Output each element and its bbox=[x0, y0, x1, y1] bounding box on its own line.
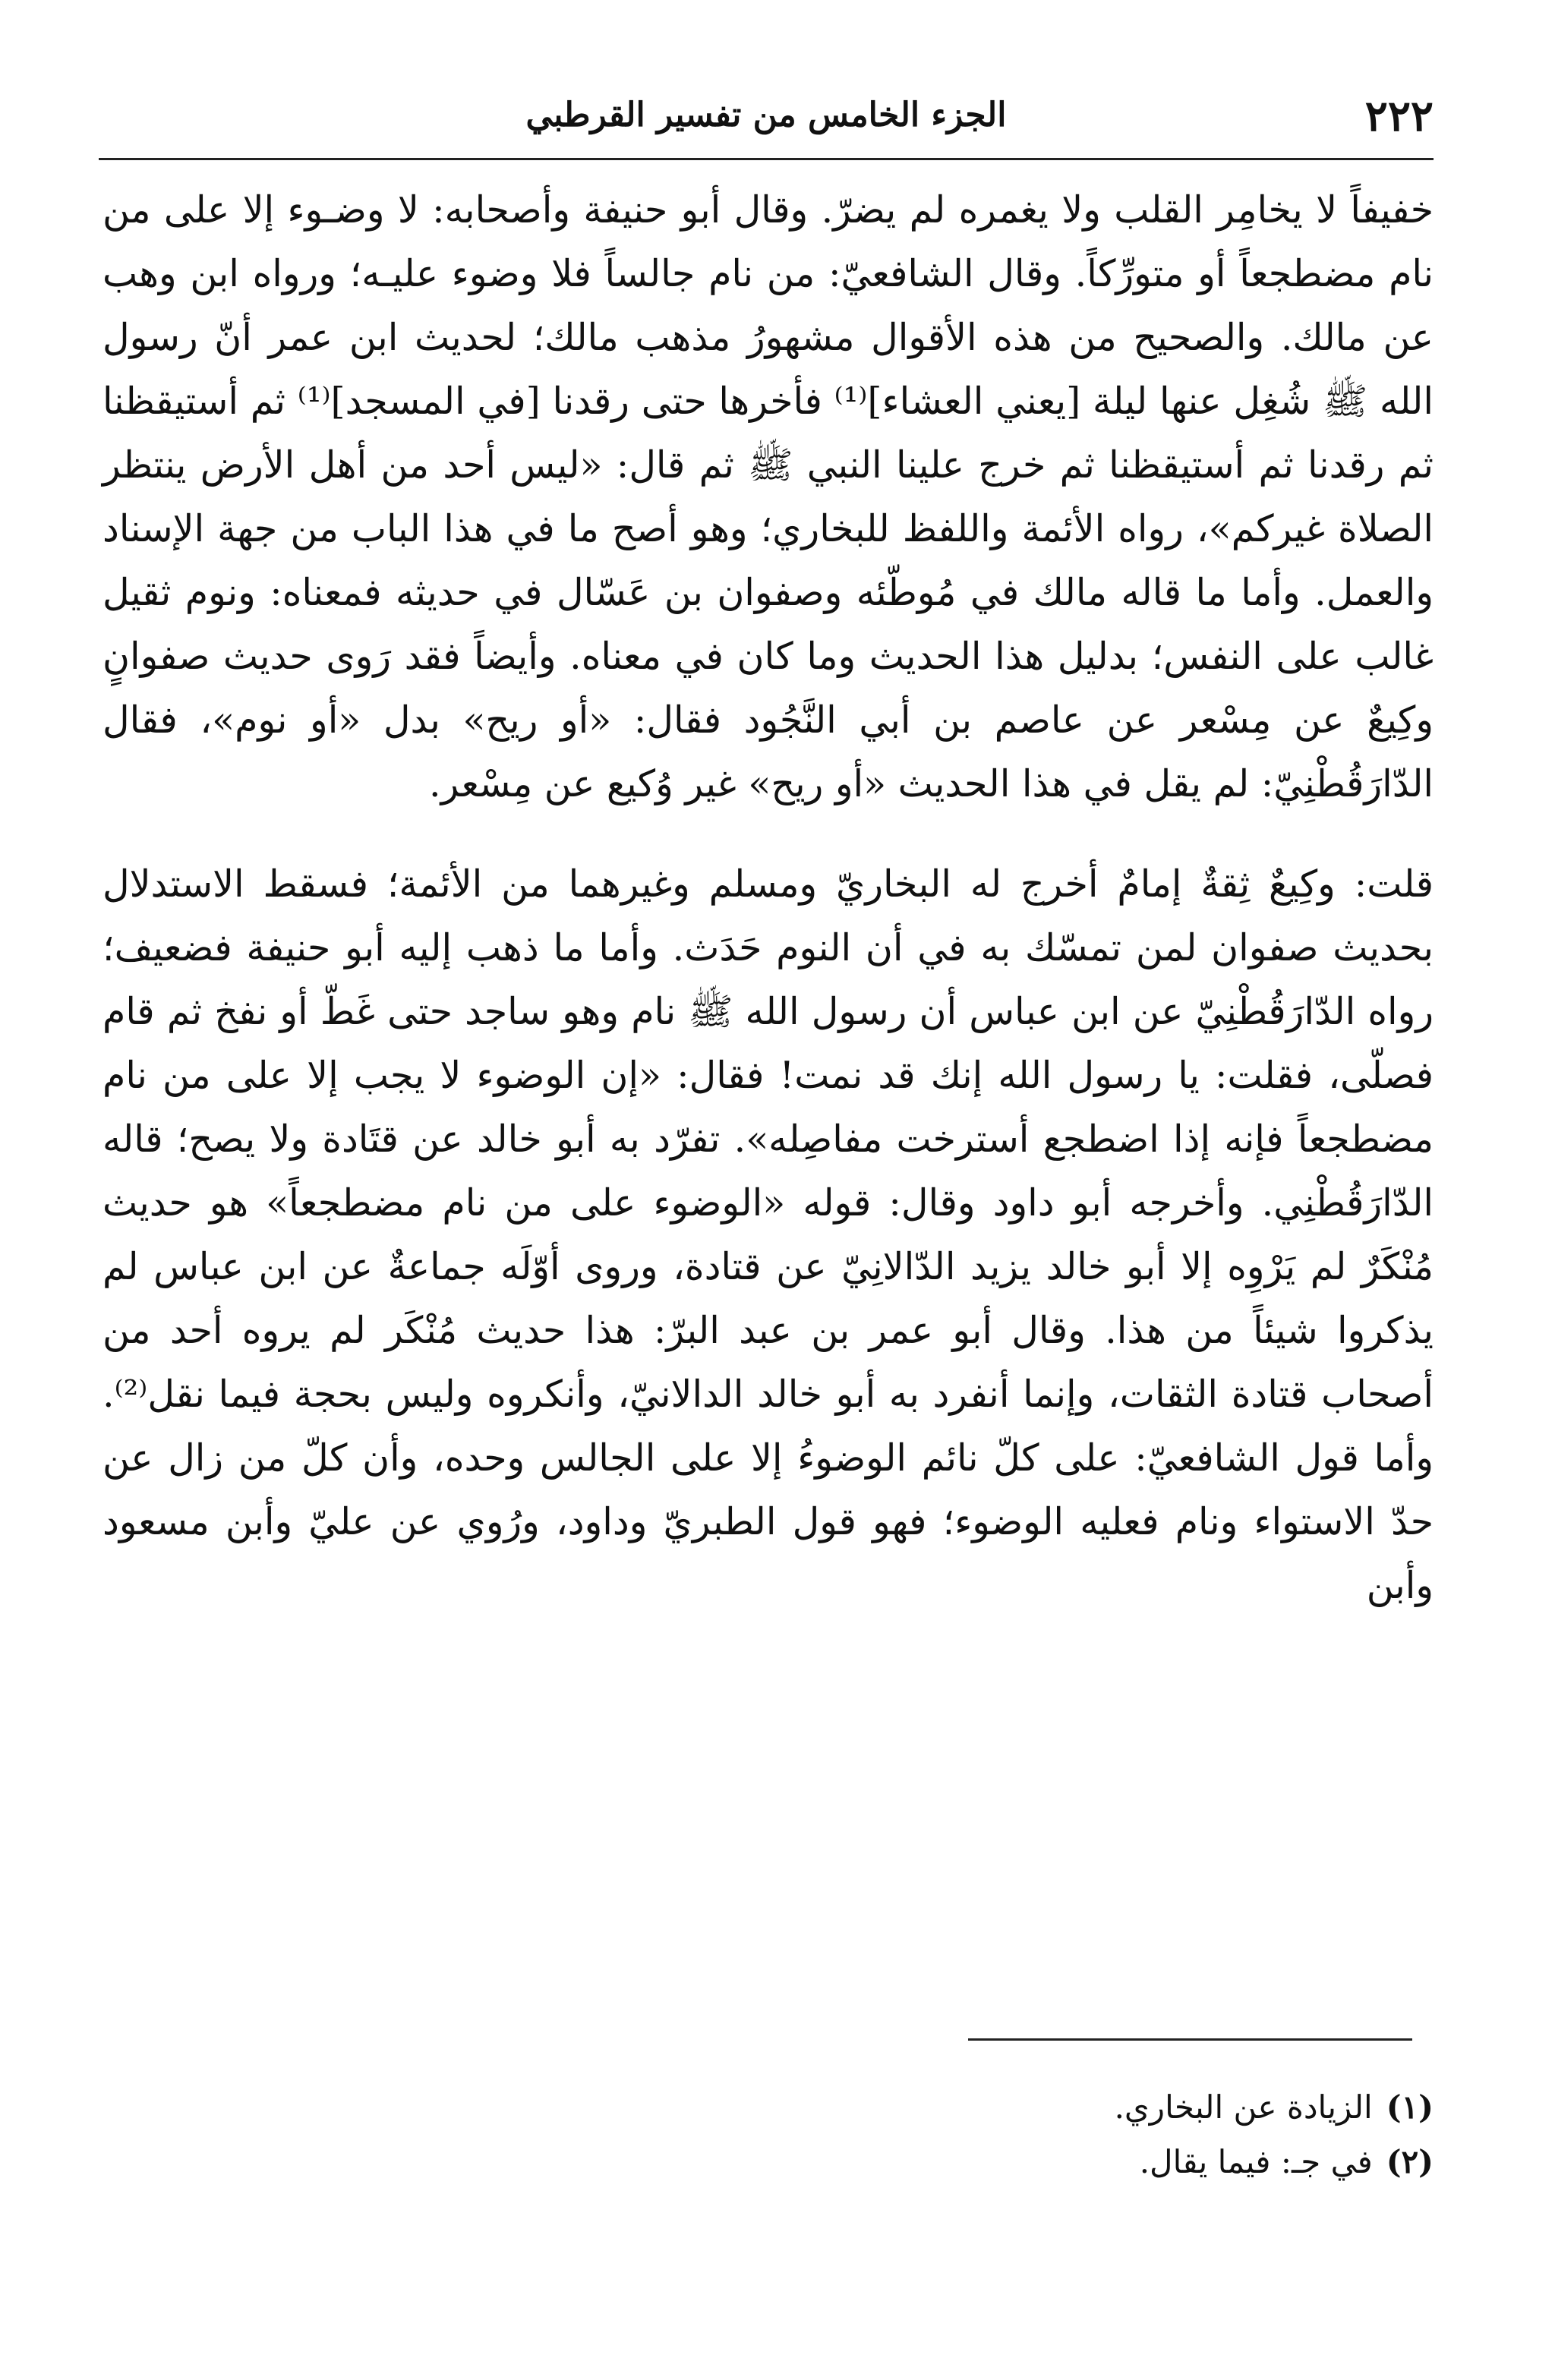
footnote-divider bbox=[968, 2038, 1412, 2041]
main-text bbox=[103, 178, 1434, 1618]
running-title: الجزء الخامس من تفسير القرطبي bbox=[525, 96, 1007, 134]
footnote-text: في جـ: فيما يقال. bbox=[1139, 2143, 1373, 2180]
footnote bbox=[683, 2135, 1434, 2189]
page-number: ٢٢٢ bbox=[1364, 91, 1434, 141]
footnote-text: الزيادة عن البخاري. bbox=[1114, 2088, 1373, 2126]
footnotes bbox=[683, 2080, 1434, 2189]
footnote-number: (٢) bbox=[1386, 2143, 1434, 2180]
footnote-number: (١) bbox=[1386, 2088, 1434, 2126]
paragraph: قلت: وكِيعٌ ثِقةٌ إمامٌ أخرج له البخاريّ ومسلم وغيرهما من الأئمة؛ فسقط الاستدلال بحديث صفوان لمن تمسّك به في أن النوم حَدَث. وأما ما ذهب إليه أبو حنيفة فضعيف؛ رواه الدّارَقُطْنِيّ عن ابن عباس أن رسول الله ﷺ نام وهو ساجد حتى غَطّ أو نفخ ثم قام فصلّى، فقلت: يا رسول الله إنك قد نمت! فقال: «إن الوضوء لا يجب إلا على من نام مضطجعاً فإنه إذا اضطجع أسترخت مفاصِله». تفرّد به أبو خالد عن قتَادة ولا يصح؛ قاله الدّارَقُطْنِي. وأخرجه أبو داود وقال: قوله «الوضوء على من نام مضطجعاً» هو حديث مُنْكَرٌ لم يَرْوِه إلا أبو خالد يزيد الدّالانِيّ عن قتادة، وروى أوّلَه جماعةٌ عن ابن عباس لم يذكروا شيئاً من هذا. وقال أبو عمر بن عبد البرّ: هذا حديث مُنْكَر لم يروه أحد من أصحاب قتادة الثقات، وإنما أنفرد به أبو خالد الدالانيّ، وأنكروه وليس بحجة فيما نقل⁽²⁾. وأما قول الشافعيّ: على كلّ نائم الوضوءُ إلا على الجالس وحده، وأن كلّ من زال عن حدّ الاستواء ونام فعليه الوضوء؛ فهو قول الطبريّ وداود، ورُوي عن عليّ وأبن مسعود وأبن bbox=[103, 862, 1434, 1607]
paragraph: خفيفاً لا يخامِر القلب ولا يغمره لم يضرّ. وقال أبو حنيفة وأصحابه: لا وضـوء إلا على من نام مضطجعاً أو متورِّكاً. وقال الشافعيّ: من نام جالساً فلا وضوء عليـه؛ ورواه ابن وهب عن مالك. والصحيح من هذه الأقوال مشهورُ مذهب مالك؛ لحديث ابن عمر أنّ رسول الله ﷺ شُغِل عنها ليلة [يعني العشاء]⁽¹⁾ فأخرها حتى رقدنا [في المسجد]⁽¹⁾ ثم أستيقظنا ثم رقدنا ثم أستيقظنا ثم خرج علينا النبي ﷺ ثم قال: «ليس أحد من أهل الأرض ينتظر الصلاة غيركم»، رواه الأئمة واللفظ للبخاري؛ وهو أصح ما في هذا الباب من جهة الإسناد والعمل. وأما ما قاله مالك في مُوطّئه وصفوان بن عَسّال في حديثه فمعناه: ونوم ثقيل غالب على النفس؛ بدليل هذا الحديث وما كان في معناه. وأيضاً فقد رَوى حديث صفوانٍ وكِيعٌ عن مِسْعر عن عاصم بن أبي النَّجُود فقال: «أو ريح» بدل «أو نوم»، فقال الدّارَقُطْنِيّ: لم يقل في هذا الحديث «أو ريح» غير وُكيع عن مِسْعر. bbox=[103, 188, 1434, 805]
page-header bbox=[99, 85, 1434, 160]
footnote bbox=[683, 2080, 1434, 2135]
